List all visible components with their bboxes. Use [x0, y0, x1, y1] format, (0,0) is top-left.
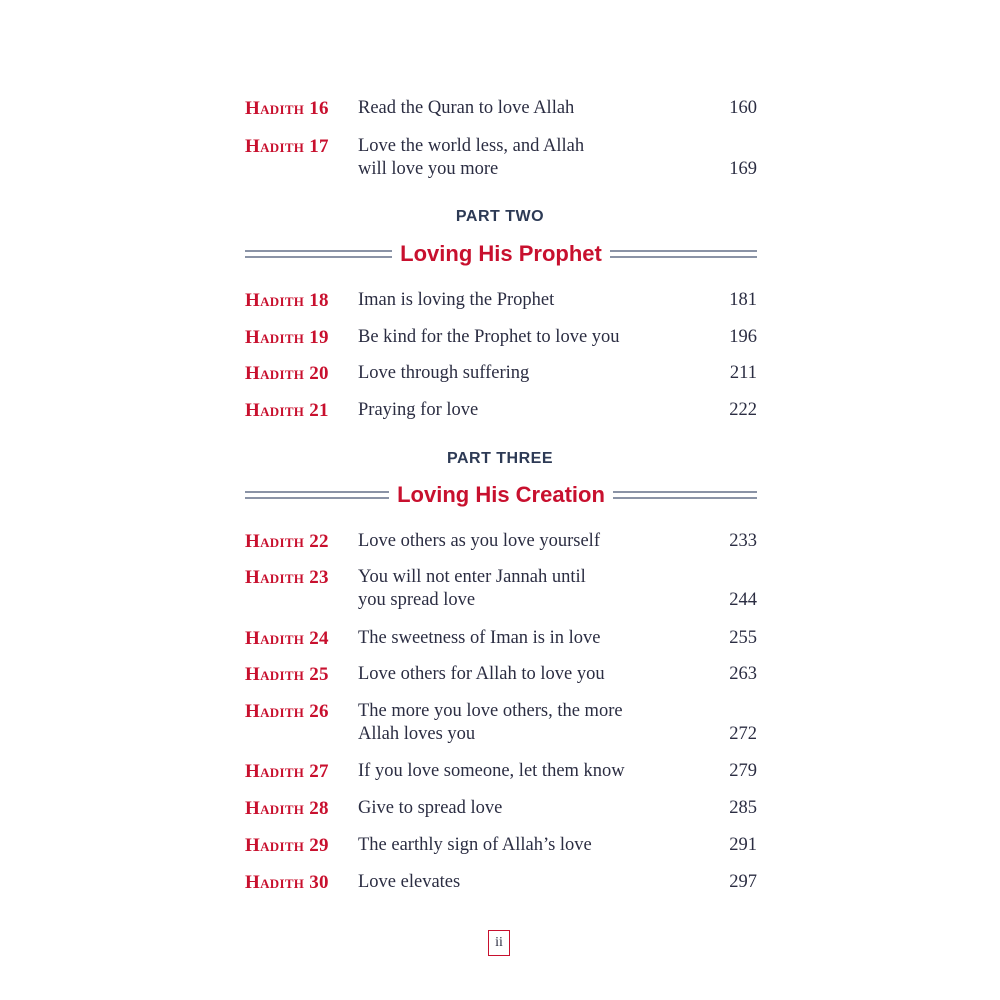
hadith-label: Hadith 22 — [245, 531, 329, 552]
hadith-title-line: you spread love — [358, 590, 476, 610]
toc-entry-hadith-22 — [245, 530, 757, 553]
hadith-page-number: 211 — [729, 363, 757, 383]
hadith-page-number: 291 — [729, 835, 757, 855]
hadith-title — [358, 760, 697, 783]
hadith-title-line: Love through suffering — [358, 363, 530, 383]
hadith-title — [358, 135, 697, 181]
hadith-page-number: 263 — [729, 664, 757, 684]
hadith-title-line: Love the world less, and Allah — [358, 136, 585, 156]
hadith-title-line: The earthly sign of Allah’s love — [358, 835, 592, 855]
hadith-title — [358, 627, 697, 650]
hadith-page-number: 196 — [729, 327, 757, 347]
hadith-title — [358, 834, 697, 857]
hadith-title-line: Praying for love — [358, 400, 479, 420]
hadith-label: Hadith 25 — [245, 664, 329, 685]
toc-entry-hadith-17 — [245, 135, 757, 181]
hadith-label: Hadith 27 — [245, 761, 329, 782]
hadith-title — [358, 326, 697, 349]
page-folio: ii — [488, 930, 510, 956]
hadith-label: Hadith 29 — [245, 835, 329, 856]
hadith-title — [358, 663, 697, 686]
divider-rule — [245, 250, 392, 258]
hadith-title-line: Love elevates — [358, 872, 461, 892]
toc-entry-hadith-27 — [245, 760, 757, 783]
toc-entry-hadith-21 — [245, 399, 757, 422]
hadith-label: Hadith 17 — [245, 136, 329, 157]
hadith-label: Hadith 16 — [245, 98, 329, 119]
toc-entry-hadith-16 — [245, 97, 757, 120]
hadith-title-line: Read the Quran to love Allah — [358, 98, 575, 118]
hadith-label: Hadith 19 — [245, 327, 329, 348]
hadith-label: Hadith 23 — [245, 567, 329, 588]
hadith-title-line: Iman is loving the Prophet — [358, 290, 555, 310]
hadith-title — [358, 362, 697, 385]
hadith-page-number: 244 — [729, 590, 757, 610]
hadith-label: Hadith 24 — [245, 628, 329, 649]
hadith-title-line: Love others as you love yourself — [358, 531, 600, 551]
toc-entry-hadith-24 — [245, 627, 757, 650]
hadith-title — [358, 566, 697, 612]
hadith-title — [358, 700, 697, 746]
hadith-title — [358, 399, 697, 422]
hadith-title — [358, 871, 697, 894]
toc-entry-hadith-20 — [245, 362, 757, 385]
hadith-page-number: 255 — [729, 628, 757, 648]
hadith-title — [358, 797, 697, 820]
hadith-title — [358, 97, 697, 120]
hadith-label: Hadith 26 — [245, 701, 329, 722]
toc-entry-hadith-26 — [245, 700, 757, 746]
hadith-title-line: will love you more — [358, 159, 499, 179]
hadith-page-number: 222 — [729, 400, 757, 420]
hadith-page-number: 279 — [729, 761, 757, 781]
hadith-label: Hadith 21 — [245, 400, 329, 421]
hadith-page-number: 233 — [729, 531, 757, 551]
hadith-title-line: Allah loves you — [358, 724, 476, 744]
hadith-title-line: Give to spread love — [358, 798, 503, 818]
toc-entry-hadith-18 — [245, 289, 757, 312]
divider-rule — [610, 250, 757, 258]
hadith-label: Hadith 30 — [245, 872, 329, 893]
hadith-title-line: If you love someone, let them know — [358, 761, 625, 781]
part-two-label: PART TWO — [455, 208, 545, 225]
divider-rule — [613, 491, 757, 499]
hadith-title — [358, 289, 697, 312]
hadith-page-number: 169 — [729, 159, 757, 179]
toc-entry-hadith-25 — [245, 663, 757, 686]
part-three-title: Loving His Creation — [397, 482, 605, 507]
toc-entry-hadith-19 — [245, 326, 757, 349]
part-two-title: Loving His Prophet — [400, 241, 602, 266]
toc-entry-hadith-28 — [245, 797, 757, 820]
hadith-title-line: Be kind for the Prophet to love you — [358, 327, 620, 347]
hadith-page-number: 285 — [729, 798, 757, 818]
divider-rule — [245, 491, 389, 499]
hadith-title — [358, 530, 697, 553]
part-three-label: PART THREE — [446, 450, 554, 467]
toc-entry-hadith-23 — [245, 566, 757, 612]
hadith-title-line: You will not enter Jannah until — [358, 567, 586, 587]
hadith-page-number: 160 — [729, 98, 757, 118]
hadith-title-line: Love others for Allah to love you — [358, 664, 605, 684]
toc-entry-hadith-30 — [245, 871, 757, 894]
toc-entry-hadith-29 — [245, 834, 757, 857]
part-two-banner — [245, 240, 757, 268]
hadith-page-number: 297 — [729, 872, 757, 892]
part-three-banner — [245, 481, 757, 509]
hadith-title-line: The sweetness of Iman is in love — [358, 628, 601, 648]
hadith-label: Hadith 20 — [245, 363, 329, 384]
hadith-label: Hadith 28 — [245, 798, 329, 819]
hadith-page-number: 272 — [729, 724, 757, 744]
hadith-page-number: 181 — [729, 290, 757, 310]
hadith-label: Hadith 18 — [245, 290, 329, 311]
hadith-title-line: The more you love others, the more — [358, 701, 623, 721]
